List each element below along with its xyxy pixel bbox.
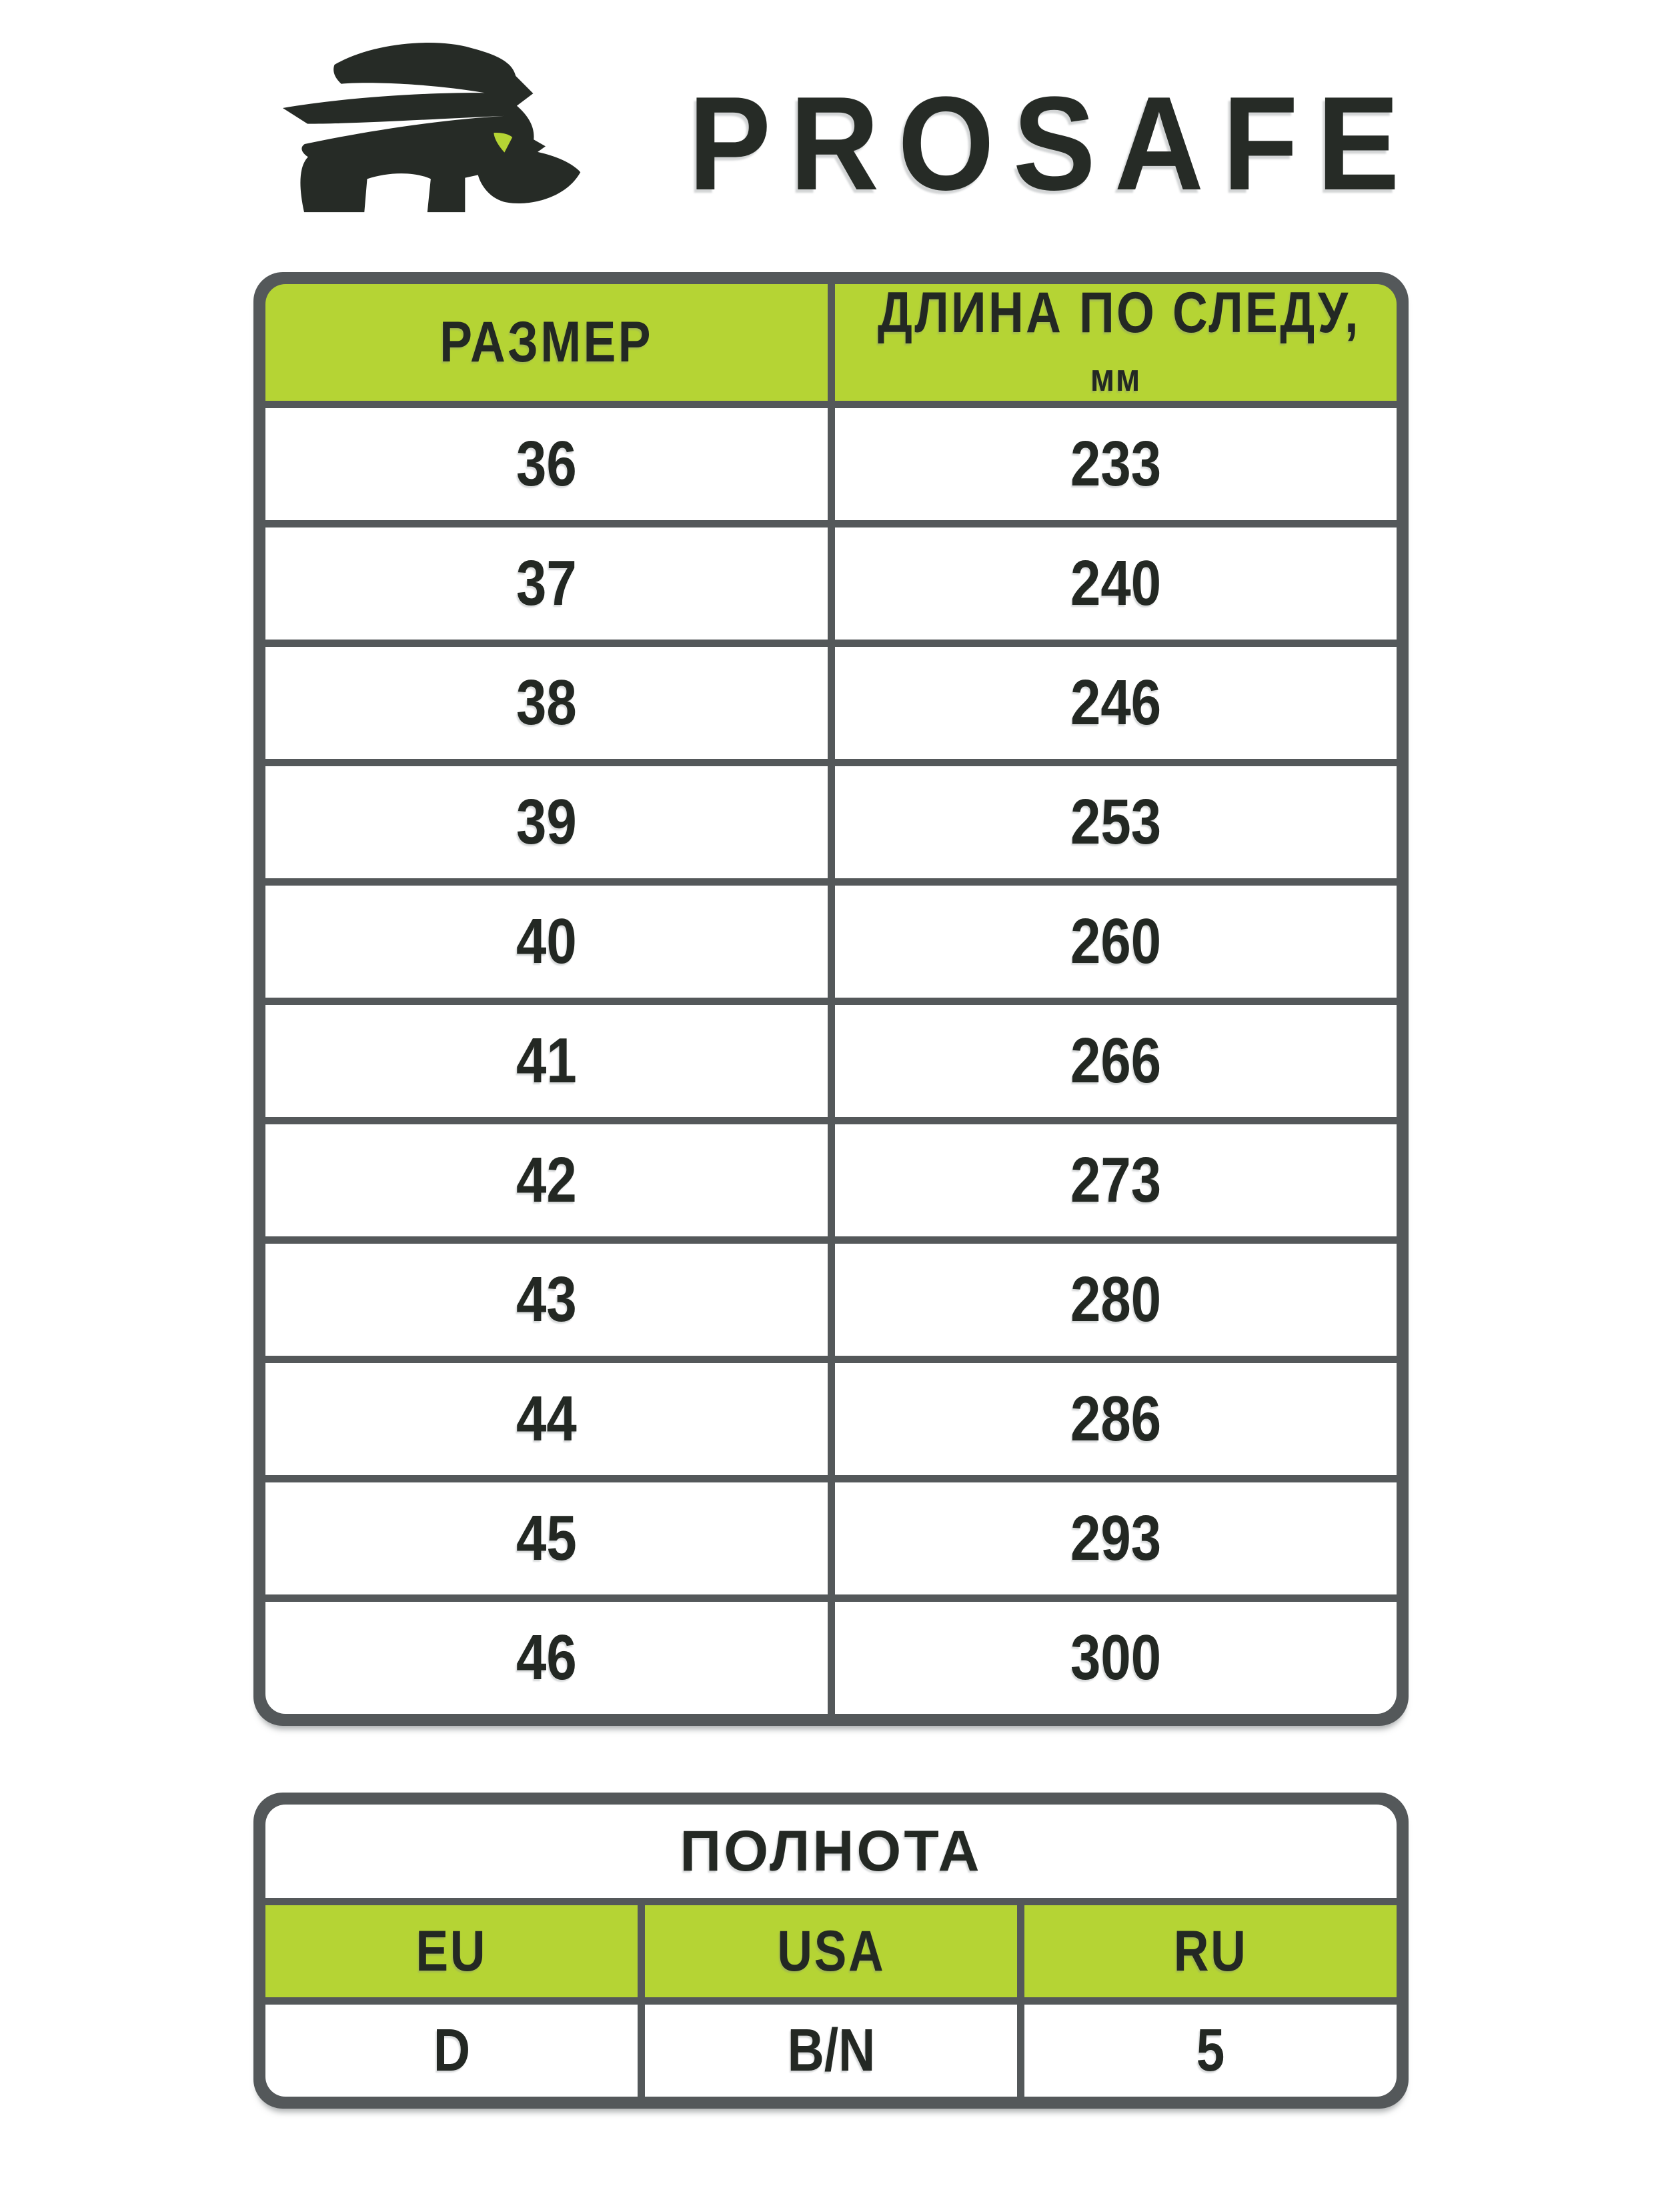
size-table-row <box>265 766 1397 878</box>
fullness-header-ru: RU <box>1024 1905 1397 1997</box>
size-table-header-row <box>265 284 1397 401</box>
size-table-row <box>265 527 1397 640</box>
fullness-value-ru: 5 <box>1024 2005 1397 2097</box>
size-table-row <box>265 1363 1397 1475</box>
size-cell-length_mm: 280 <box>835 1244 1397 1356</box>
size-table-body <box>265 408 1397 1714</box>
size-cell-size: 45 <box>265 1482 828 1594</box>
fullness-header-usa: USA <box>645 1905 1017 1997</box>
size-cell-length_mm: 253 <box>835 766 1397 878</box>
fullness-table <box>258 1797 1404 2104</box>
brand-wordmark: PROSAFE <box>688 69 1419 218</box>
size-cell-length_mm: 300 <box>835 1602 1397 1714</box>
fullness-title-row <box>265 1805 1397 1898</box>
size-table-row <box>265 1244 1397 1356</box>
size-table-row <box>265 647 1397 759</box>
size-cell-size: 40 <box>265 886 828 998</box>
size-table <box>258 277 1404 1721</box>
fullness-table-container <box>253 1793 1409 2109</box>
size-table-row <box>265 1005 1397 1117</box>
size-cell-size: 46 <box>265 1602 828 1714</box>
unit-label: мм <box>1090 355 1141 399</box>
size-cell-length_mm: 286 <box>835 1363 1397 1475</box>
size-cell-size: 44 <box>265 1363 828 1475</box>
size-table-row <box>265 1602 1397 1714</box>
size-cell-length_mm: 260 <box>835 886 1397 998</box>
fullness-value-row <box>265 2005 1397 2097</box>
size-cell-size: 37 <box>265 527 828 640</box>
size-cell-length_mm: 273 <box>835 1124 1397 1236</box>
size-cell-length_mm: 233 <box>835 408 1397 520</box>
size-table-row <box>265 1482 1397 1594</box>
size-cell-size: 38 <box>265 647 828 759</box>
size-cell-size: 42 <box>265 1124 828 1236</box>
size-cell-length_mm: 293 <box>835 1482 1397 1594</box>
size-table-row <box>265 886 1397 998</box>
fullness-header-row <box>265 1905 1397 1997</box>
size-cell-length_mm: 246 <box>835 647 1397 759</box>
rhino-icon <box>250 39 610 213</box>
size-cell-length_mm: 266 <box>835 1005 1397 1117</box>
size-cell-size: 41 <box>265 1005 828 1117</box>
size-cell-size: 43 <box>265 1244 828 1356</box>
fullness-value-eu: D <box>265 2005 638 2097</box>
size-table-container <box>253 272 1409 1726</box>
size-table-header-length: ДЛИНА ПО СЛЕДУ, мм <box>835 284 1397 401</box>
size-table-row <box>265 408 1397 520</box>
fullness-title: ПОЛНОТА <box>265 1805 1397 1898</box>
size-table-row <box>265 1124 1397 1236</box>
size-cell-size: 39 <box>265 766 828 878</box>
size-cell-length_mm: 240 <box>835 527 1397 640</box>
size-table-header-size: РАЗМЕР <box>265 284 828 401</box>
fullness-value-usa: B/N <box>645 2005 1017 2097</box>
size-cell-size: 36 <box>265 408 828 520</box>
fullness-header-eu: EU <box>265 1905 638 1997</box>
